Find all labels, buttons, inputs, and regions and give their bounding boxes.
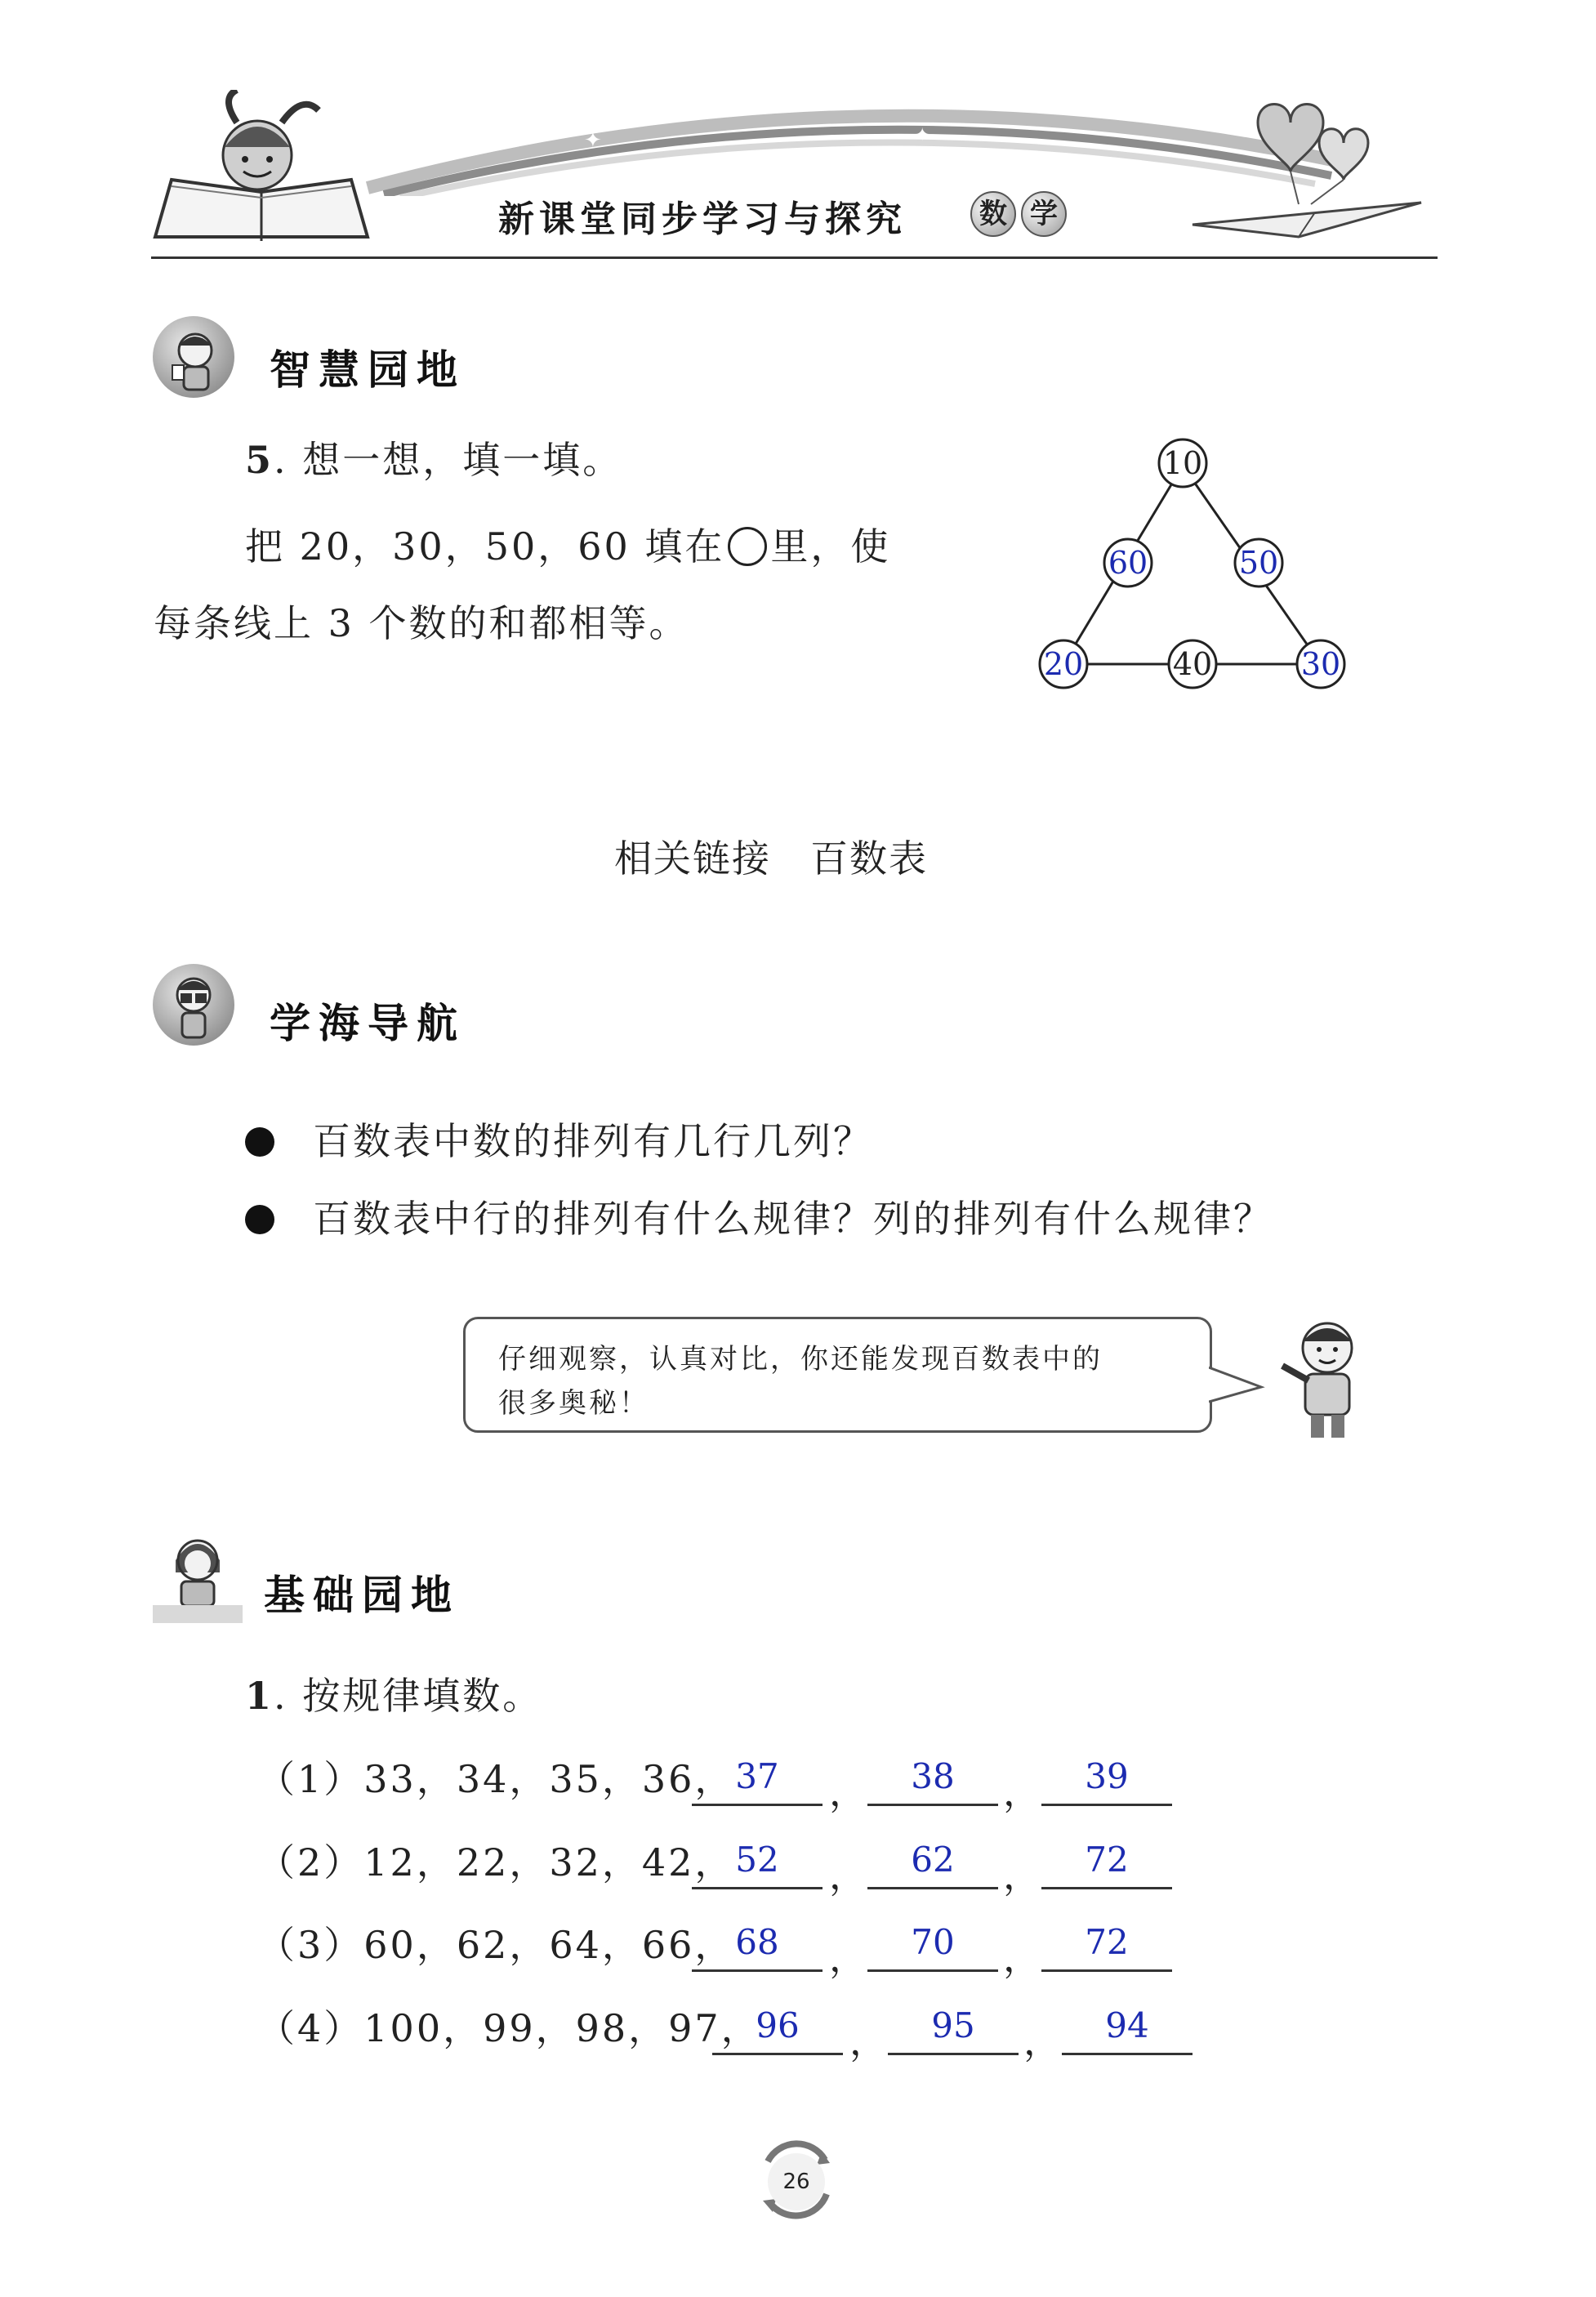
guide-bullet-1: 百数表中数的排列有几行几列？ <box>313 1119 873 1163</box>
subject-badge-shu: 数 <box>970 191 1016 237</box>
node-right-mid-value: 50 <box>1238 545 1279 581</box>
answer-3-2[interactable]: 70 <box>867 1922 998 1972</box>
svg-text:✦: ✦ <box>584 128 602 153</box>
hearts-plane-illustration <box>1176 82 1438 245</box>
bubble-line-1: 仔细观察，认真对比，你还能发现百数表中的 <box>498 1343 1103 1376</box>
comma: ， <box>1023 2019 1061 2063</box>
comma: ， <box>1003 1936 1041 1980</box>
answer-4-3[interactable]: 94 <box>1062 2005 1193 2055</box>
answer-1-2[interactable]: 38 <box>867 1756 998 1806</box>
comma: ， <box>849 2019 887 2063</box>
comma: ， <box>829 1770 867 1814</box>
basic-section-icon <box>153 1528 243 1626</box>
binoculars-boy-icon <box>153 964 234 1046</box>
seq-row-4-values: 100，99，98，97， <box>363 2006 761 2050</box>
guide-section-icon <box>153 964 234 1046</box>
q1-title <box>245 1674 543 1718</box>
seq-row-2-label: （2） <box>257 1840 364 1884</box>
comma: ， <box>1003 1853 1041 1898</box>
link-heading: 相关链接 百数表 <box>614 836 928 881</box>
answer-1-1[interactable]: 37 <box>692 1756 823 1806</box>
reading-girl-illustration <box>147 90 376 245</box>
bubble-line-2: 很多奥秘！ <box>498 1387 649 1420</box>
bubble-tail <box>1209 1364 1266 1413</box>
answer-1-3[interactable]: 39 <box>1041 1756 1172 1806</box>
node-top-value: 10 <box>1162 445 1203 481</box>
waving-boy-illustration <box>1274 1315 1380 1442</box>
basic-section-title: 基础园地 <box>264 1572 460 1619</box>
q5-title <box>245 438 623 482</box>
guide-section-title: 学海导航 <box>270 1000 466 1047</box>
comma: ， <box>829 1853 867 1898</box>
q5-instr-after: 里，使 <box>770 524 891 569</box>
guide-bullet-2: 百数表中行的排列有什么规律？列的排列有什么规律？ <box>313 1197 1273 1241</box>
answer-4-2[interactable]: 95 <box>888 2005 1019 2055</box>
q5-instr-before: 把 20，30，50，60 填在 <box>245 524 725 569</box>
answer-2-2[interactable]: 62 <box>867 1840 998 1889</box>
answer-2-1[interactable]: 52 <box>692 1840 823 1889</box>
seq-row-4 <box>257 2006 761 2050</box>
bullet-dot-1 <box>245 1127 274 1157</box>
blank-circle-symbol <box>728 527 767 566</box>
answer-2-3[interactable]: 72 <box>1041 1840 1172 1889</box>
q1-title-text: . 按规律填数。 <box>274 1674 543 1718</box>
seq-row-1-values: 33，34，35，36， <box>363 1757 735 1801</box>
speech-bubble <box>463 1317 1212 1433</box>
wisdom-section-icon <box>153 316 234 398</box>
seq-row-3 <box>257 1923 735 1967</box>
header-divider <box>151 256 1438 259</box>
seq-row-4-label: （4） <box>257 2006 364 2050</box>
comma: ， <box>829 1936 867 1980</box>
seq-row-3-values: 60，62，64，66， <box>363 1923 735 1967</box>
seq-row-2-values: 12，22，32，42， <box>363 1840 735 1884</box>
subject-badge-xue: 学 <box>1021 191 1067 237</box>
node-left-mid-value: 60 <box>1108 545 1148 581</box>
seq-row-1 <box>257 1757 735 1801</box>
node-bottom-left-value: 20 <box>1043 646 1084 682</box>
thinking-boy-icon <box>153 316 234 398</box>
answer-3-3[interactable]: 72 <box>1041 1922 1172 1972</box>
header-title: 新课堂同步学习与探究 <box>498 198 907 240</box>
bullet-dot-2 <box>245 1205 274 1234</box>
seq-row-2 <box>257 1840 735 1884</box>
q5-number: 5 <box>245 438 274 482</box>
comma: ， <box>1003 1770 1041 1814</box>
wisdom-section-title: 智慧园地 <box>270 346 466 394</box>
answer-3-1[interactable]: 68 <box>692 1922 823 1972</box>
page-number: 26 <box>768 2153 825 2210</box>
triangle-diagram <box>1029 433 1356 694</box>
seq-row-3-label: （3） <box>257 1923 364 1967</box>
q5-instruction-line2: 每条线上 3 个数的和都相等。 <box>154 601 689 645</box>
node-bottom-mid-value: 40 <box>1172 646 1213 682</box>
q1-number: 1 <box>245 1674 274 1718</box>
seq-row-1-label: （1） <box>257 1757 364 1801</box>
answer-4-1[interactable]: 96 <box>712 2005 843 2055</box>
q5-title-text: . 想一想，填一填。 <box>274 438 623 482</box>
node-bottom-right-value: 30 <box>1300 646 1341 682</box>
svg-text:✦: ✦ <box>915 125 930 145</box>
q5-instruction-line1 <box>245 524 891 569</box>
page-header <box>0 0 1596 270</box>
